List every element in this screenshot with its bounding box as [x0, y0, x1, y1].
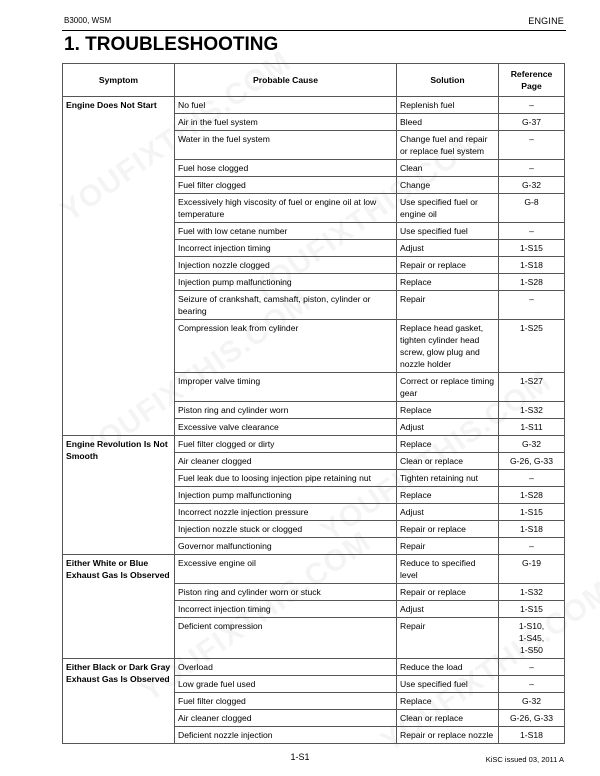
solution-cell: Adjust [397, 601, 499, 618]
page-title: 1. TROUBLESHOOTING [64, 34, 279, 55]
cause-cell: Governor malfunctioning [175, 538, 397, 555]
reference-cell: 1-S15 [499, 240, 565, 257]
solution-cell: Repair or replace [397, 257, 499, 274]
header-divider [62, 30, 566, 31]
reference-cell: 1-S25 [499, 320, 565, 373]
cause-cell: Fuel filter clogged [175, 177, 397, 194]
solution-cell: Replenish fuel [397, 97, 499, 114]
solution-cell: Reduce to specified level [397, 555, 499, 584]
reference-cell: – [499, 223, 565, 240]
solution-cell: Bleed [397, 114, 499, 131]
solution-cell: Adjust [397, 504, 499, 521]
reference-cell: 1-S32 [499, 402, 565, 419]
cause-cell: Injection pump malfunctioning [175, 487, 397, 504]
cause-cell: Compression leak from cylinder [175, 320, 397, 373]
reference-cell: – [499, 291, 565, 320]
table-row [63, 659, 565, 676]
reference-cell: – [499, 470, 565, 487]
solution-cell: Repair [397, 291, 499, 320]
document-code: B3000, WSM [64, 16, 112, 25]
solution-cell: Repair or replace [397, 521, 499, 538]
reference-cell: 1-S10, 1-S45, 1-S50 [499, 618, 565, 659]
reference-cell: – [499, 160, 565, 177]
solution-cell: Change [397, 177, 499, 194]
cause-cell: Deficient nozzle injection [175, 727, 397, 744]
reference-cell: 1-S32 [499, 584, 565, 601]
reference-cell: G-32 [499, 177, 565, 194]
table-header-row [63, 64, 565, 97]
cause-cell: Incorrect injection timing [175, 601, 397, 618]
solution-cell: Use specified fuel [397, 223, 499, 240]
cause-cell: Injection pump malfunctioning [175, 274, 397, 291]
cause-cell: Low grade fuel used [175, 676, 397, 693]
page-number: 1-S1 [290, 752, 310, 762]
column-header-symptom: Symptom [63, 64, 175, 97]
symptom-cell: Either White or Blue Exhaust Gas Is Observed [63, 555, 175, 659]
cause-cell: Piston ring and cylinder worn or stuck [175, 584, 397, 601]
cause-cell: Improper valve timing [175, 373, 397, 402]
cause-cell: Air in the fuel system [175, 114, 397, 131]
symptom-cell: Either Black or Dark Gray Exhaust Gas Is Observed [63, 659, 175, 744]
table-row [63, 97, 565, 114]
cause-cell: Seizure of crankshaft, camshaft, piston, cylinder or bearing [175, 291, 397, 320]
solution-cell: Correct or replace timing gear [397, 373, 499, 402]
reference-cell: 1-S28 [499, 274, 565, 291]
cause-cell: Overload [175, 659, 397, 676]
solution-cell: Repair [397, 618, 499, 659]
cause-cell: Air cleaner clogged [175, 710, 397, 727]
reference-cell: – [499, 538, 565, 555]
solution-cell: Replace head gasket, tighten cylinder head screw, glow plug and nozzle holder [397, 320, 499, 373]
cause-cell: Fuel filter clogged or dirty [175, 436, 397, 453]
solution-cell: Clean or replace [397, 453, 499, 470]
cause-cell: Fuel with low cetane number [175, 223, 397, 240]
reference-cell: – [499, 659, 565, 676]
issue-info: KiSC issued 03, 2011 A [485, 755, 564, 764]
column-header-cause: Probable Cause [175, 64, 397, 97]
cause-cell: Excessive engine oil [175, 555, 397, 584]
cause-cell: Excessively high viscosity of fuel or engine oil at low temperature [175, 194, 397, 223]
solution-cell: Use specified fuel or engine oil [397, 194, 499, 223]
section-name: ENGINE [528, 16, 564, 26]
solution-cell: Adjust [397, 419, 499, 436]
reference-cell: G-8 [499, 194, 565, 223]
reference-cell: – [499, 676, 565, 693]
symptom-cell: Engine Revolution Is Not Smooth [63, 436, 175, 555]
cause-cell: Fuel filter clogged [175, 693, 397, 710]
reference-cell: – [499, 131, 565, 160]
solution-cell: Change fuel and repair or replace fuel system [397, 131, 499, 160]
reference-cell: 1-S28 [499, 487, 565, 504]
reference-cell: 1-S18 [499, 521, 565, 538]
cause-cell: Excessive valve clearance [175, 419, 397, 436]
reference-cell: G-32 [499, 436, 565, 453]
column-header-solution: Solution [397, 64, 499, 97]
solution-cell: Replace [397, 274, 499, 291]
reference-cell: G-32 [499, 693, 565, 710]
column-header-reference: Reference Page [499, 64, 565, 97]
cause-cell: Fuel hose clogged [175, 160, 397, 177]
solution-cell: Repair or replace [397, 584, 499, 601]
reference-cell: 1-S11 [499, 419, 565, 436]
solution-cell: Replace [397, 487, 499, 504]
cause-cell: Water in the fuel system [175, 131, 397, 160]
solution-cell: Use specified fuel [397, 676, 499, 693]
reference-cell: 1-S18 [499, 257, 565, 274]
reference-cell: 1-S18 [499, 727, 565, 744]
solution-cell: Clean [397, 160, 499, 177]
reference-cell: 1-S27 [499, 373, 565, 402]
table-row [63, 436, 565, 453]
cause-cell: Incorrect injection timing [175, 240, 397, 257]
solution-cell: Tighten retaining nut [397, 470, 499, 487]
solution-cell: Replace [397, 693, 499, 710]
reference-cell: G-26, G-33 [499, 453, 565, 470]
cause-cell: Fuel leak due to loosing injection pipe retaining nut [175, 470, 397, 487]
reference-cell: G-19 [499, 555, 565, 584]
table-row [63, 555, 565, 584]
symptom-cell: Engine Does Not Start [63, 97, 175, 436]
reference-cell: G-37 [499, 114, 565, 131]
solution-cell: Repair or replace nozzle [397, 727, 499, 744]
table-body [63, 97, 565, 744]
reference-cell: G-26, G-33 [499, 710, 565, 727]
solution-cell: Replace [397, 436, 499, 453]
solution-cell: Replace [397, 402, 499, 419]
solution-cell: Reduce the load [397, 659, 499, 676]
cause-cell: Piston ring and cylinder worn [175, 402, 397, 419]
solution-cell: Clean or replace [397, 710, 499, 727]
solution-cell: Adjust [397, 240, 499, 257]
troubleshooting-table [62, 63, 565, 744]
reference-cell: 1-S15 [499, 601, 565, 618]
reference-cell: – [499, 97, 565, 114]
cause-cell: Incorrect nozzle injection pressure [175, 504, 397, 521]
solution-cell: Repair [397, 538, 499, 555]
cause-cell: Deficient compression [175, 618, 397, 659]
cause-cell: Air cleaner clogged [175, 453, 397, 470]
reference-cell: 1-S15 [499, 504, 565, 521]
cause-cell: Injection nozzle clogged [175, 257, 397, 274]
cause-cell: No fuel [175, 97, 397, 114]
cause-cell: Injection nozzle stuck or clogged [175, 521, 397, 538]
